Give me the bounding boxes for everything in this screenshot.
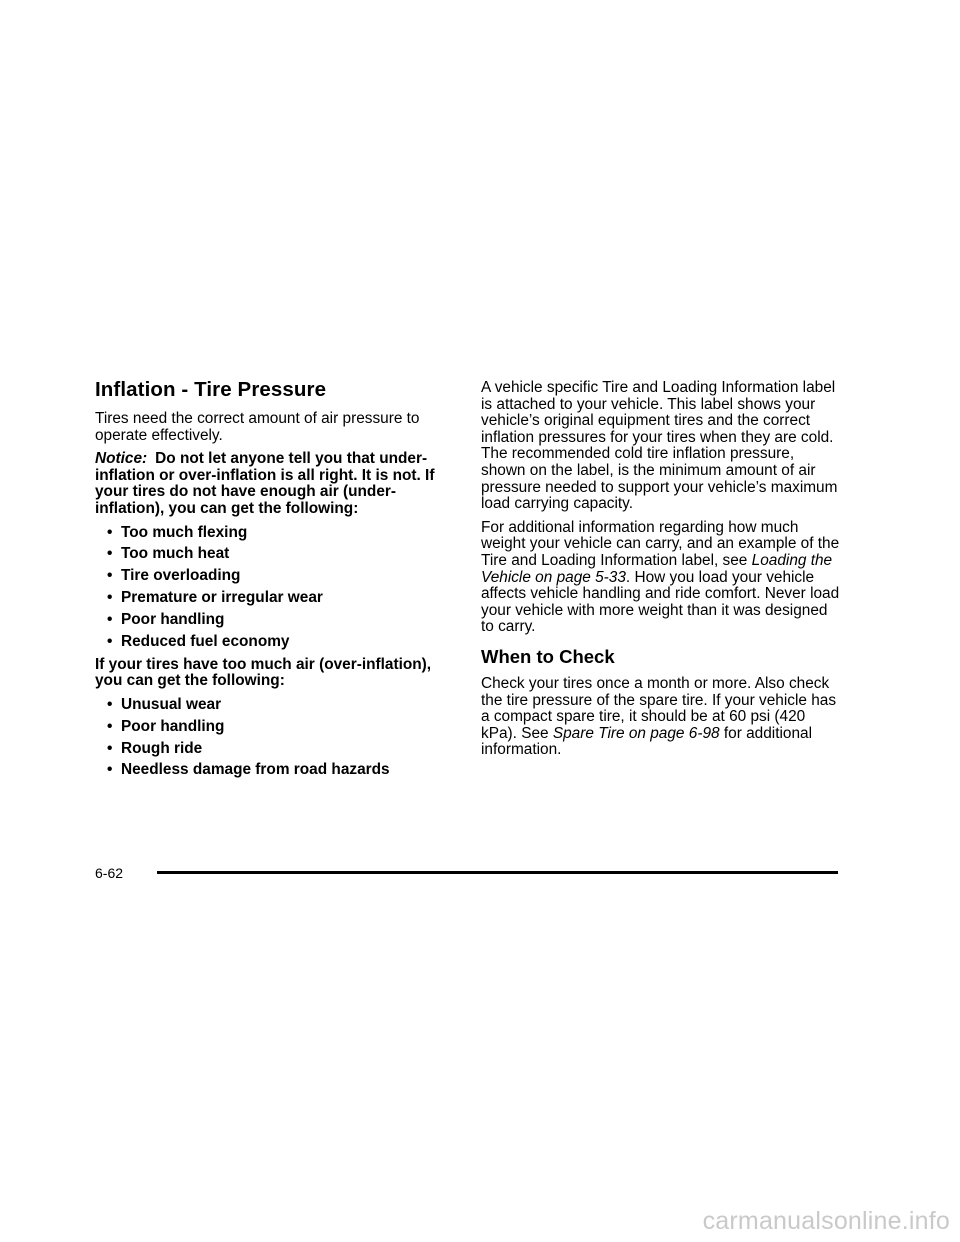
list-item: • Poor handling xyxy=(107,611,225,629)
bullet-icon: • xyxy=(107,633,113,651)
check-paragraph: Check your tires once a month or more. Also check the tire pressure of the spare tire. If your vehicle has a compact spare tire, it should be at 60 psi (420 kPa). See Spare Tire on page 6-98 for additional information. xyxy=(481,674,837,759)
bullet-icon: • xyxy=(107,523,113,541)
loading-vehicle-link[interactable]: Loading the Vehicle on page 5-33 xyxy=(481,551,833,586)
left-column xyxy=(95,378,455,785)
list-item: • Premature or irregular wear xyxy=(107,589,323,607)
under-inflation-list xyxy=(95,525,455,651)
list-item: • Unusual wear xyxy=(107,695,222,713)
right-column xyxy=(481,380,841,766)
footer-divider xyxy=(157,871,838,874)
loading-paragraph: For additional information regarding how much weight your vehicle can carry, and an example of the Tire and Loading Information label, see Loading the Vehicle on page 5-33. How you load your vehicle affects vehicle handling and ride comfort. Never load your vehicle with more weight than it was designed to carry. xyxy=(481,518,840,636)
section-title: Inflation - Tire Pressure xyxy=(95,378,327,401)
bullet-icon: • xyxy=(107,739,113,757)
list-item: • Rough ride xyxy=(107,739,203,757)
bullet-icon: • xyxy=(107,611,113,629)
list-item: • Needless damage from road hazards xyxy=(107,761,390,779)
bullet-icon: • xyxy=(107,567,113,585)
intro-paragraph: Tires need the correct amount of air pressure to operate effectively. xyxy=(95,410,420,444)
over-inflation-paragraph: If your tires have too much air (over-inflation), you can get the following: xyxy=(95,655,432,690)
bullet-icon: • xyxy=(107,761,113,779)
list-item: • Poor handling xyxy=(107,717,225,735)
bullet-icon: • xyxy=(107,717,113,735)
page-number: 6-62 xyxy=(95,865,124,881)
notice-label: Notice: xyxy=(95,450,148,468)
list-item: • Too much heat xyxy=(107,545,230,563)
bullet-icon: • xyxy=(107,545,113,563)
bullet-icon: • xyxy=(107,695,113,713)
watermark: carmanualsonline.info xyxy=(702,1207,950,1235)
notice-paragraph xyxy=(95,451,455,517)
subsection-title: When to Check xyxy=(481,645,615,667)
list-item: • Too much flexing xyxy=(107,523,248,541)
over-inflation-list xyxy=(95,697,455,779)
spare-tire-link[interactable]: Spare Tire on page 6-98 xyxy=(552,724,720,742)
list-item: • Tire overloading xyxy=(107,567,241,585)
notice-text: Do not let anyone tell you that under-inflation or over-inflation is all right. It is not. If your tires do not have enough air (under-inflation), you can get the following: xyxy=(95,450,435,517)
label-paragraph: A vehicle specific Tire and Loading Information label is attached to your vehicle. This label shows your vehicle’s original equipment tires and the correct inflation pressures for your tires when they are cold. The recommended cold tire inflation pressure, shown on the label, is the minimum amount of air pressure needed to support your vehicle’s maximum load carrying capacity. xyxy=(481,379,838,513)
list-item: • Reduced fuel economy xyxy=(107,633,290,651)
bullet-icon: • xyxy=(107,589,113,607)
